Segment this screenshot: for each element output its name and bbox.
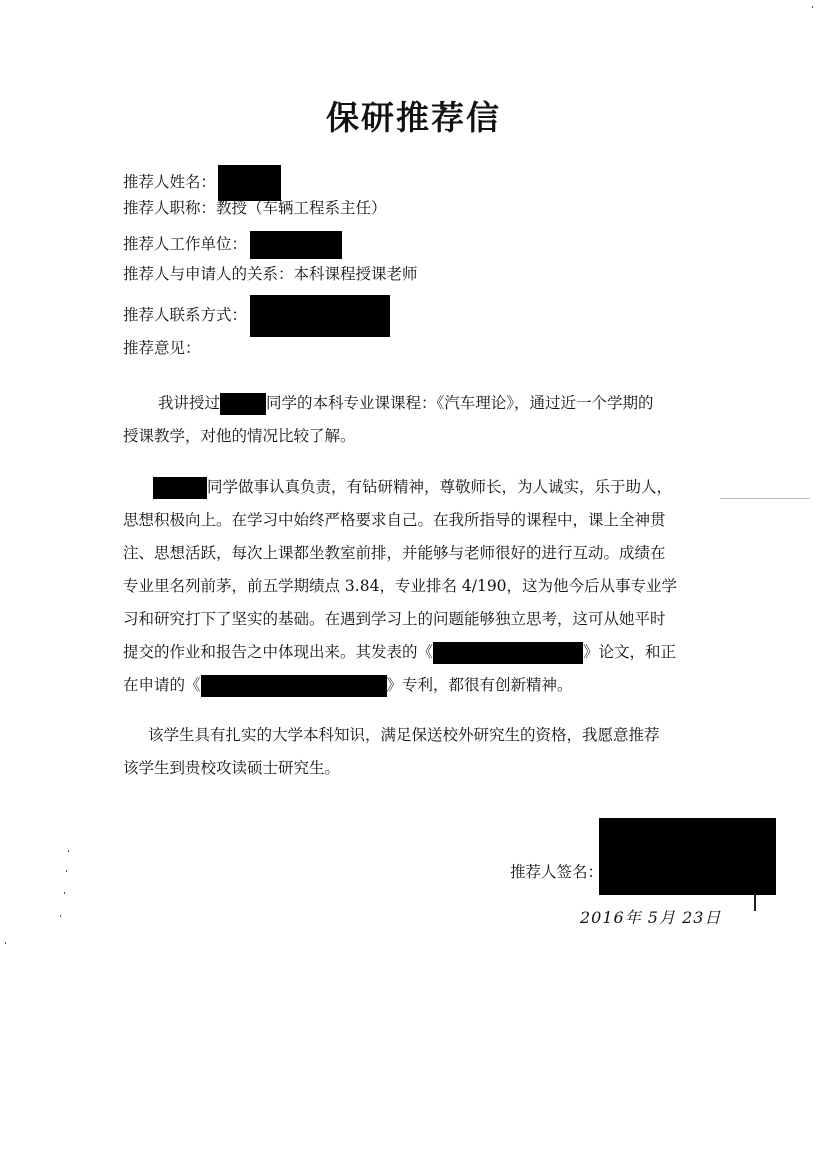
paragraph-1-line-2: 授课教学，对他的情况比较了解。 — [123, 427, 356, 445]
paragraph-1-line-1 — [158, 393, 654, 413]
paragraph-2-line-1 — [153, 477, 672, 497]
scan-speck — [5, 942, 6, 944]
paragraph-3-line-1: 该学生具有扎实的大学本科知识，满足保送校外研究生的资格，我愿意推荐 — [148, 726, 660, 744]
relation-row — [123, 264, 418, 284]
scan-speck — [68, 850, 69, 852]
scan-speck — [66, 870, 67, 872]
signature-label: 推荐人签名： — [510, 863, 604, 881]
redacted-contact — [250, 295, 390, 337]
signature-date: 2016年 5月 23日 — [580, 908, 722, 927]
page-title: 保研推荐信 — [326, 98, 501, 137]
paragraph-2-line-4: 专业里名列前茅，前五学期绩点 3.84，专业排名 4/190，这为他今后从事专业学 — [123, 577, 678, 595]
paragraph-2-line-7 — [123, 675, 573, 695]
p2-text-7a: 在申请的《 — [123, 676, 201, 694]
recommender-contact-label: 推荐人联系方式： — [123, 306, 248, 324]
recommender-contact-row — [123, 295, 390, 337]
redacted-student-name — [220, 393, 266, 415]
recommender-title-label: 推荐人职称： — [123, 199, 217, 217]
p2-text-1: 同学做事认真负责，有钻研精神，尊敬师长，为人诚实，乐于助人， — [207, 478, 673, 496]
paragraph-2-line-2: 思想积极向上。在学习中始终严格要求自己。在我所指导的课程中，课上全神贯 — [123, 511, 666, 529]
recommender-title-value: 教授（车辆工程系主任） — [216, 199, 387, 217]
relation-value: 本科课程授课老师 — [293, 265, 418, 283]
recommender-workplace-label: 推荐人工作单位： — [123, 235, 248, 253]
paragraph-2-line-3: 注、思想活跃，每次上课都坐教室前排，并能够与老师很好的进行互动。成绩在 — [123, 544, 666, 562]
recommender-title-row — [123, 198, 387, 218]
opinion-label: 推荐意见： — [123, 339, 201, 357]
redacted-paper-title — [433, 642, 583, 664]
scan-speck — [720, 498, 810, 499]
redacted-student-name — [153, 477, 207, 499]
redacted-patent-title — [201, 675, 387, 697]
p1-text-a: 我讲授过 — [158, 394, 221, 412]
scan-speck — [64, 892, 65, 894]
redacted-signature — [599, 818, 776, 895]
redacted-name — [218, 165, 281, 201]
pen-mark — [754, 893, 756, 911]
paragraph-2-line-5: 习和研究打下了坚实的基础。在遇到学习上的问题能够独立思考，这可从她平时 — [123, 610, 666, 628]
paragraph-2-line-6 — [123, 642, 676, 662]
redacted-workplace — [250, 231, 342, 259]
p2-text-7b: 》专利，都很有创新精神。 — [386, 676, 573, 694]
recommender-workplace-row — [123, 231, 342, 259]
scan-speck — [812, 6, 813, 8]
p2-text-6a: 提交的作业和报告之中体现出来。其发表的《 — [123, 643, 434, 661]
relation-label: 推荐人与申请人的关系： — [123, 265, 294, 283]
recommender-name-row — [123, 165, 281, 201]
paragraph-3-line-2: 该学生到贵校攻读硕士研究生。 — [123, 759, 341, 777]
p1-text-b: 同学的本科专业课课程：《汽车理论》，通过近一个学期的 — [266, 394, 654, 412]
p2-text-6b: 》论文，和正 — [583, 643, 677, 661]
scan-speck — [60, 915, 61, 917]
recommender-name-label: 推荐人姓名： — [123, 173, 217, 191]
